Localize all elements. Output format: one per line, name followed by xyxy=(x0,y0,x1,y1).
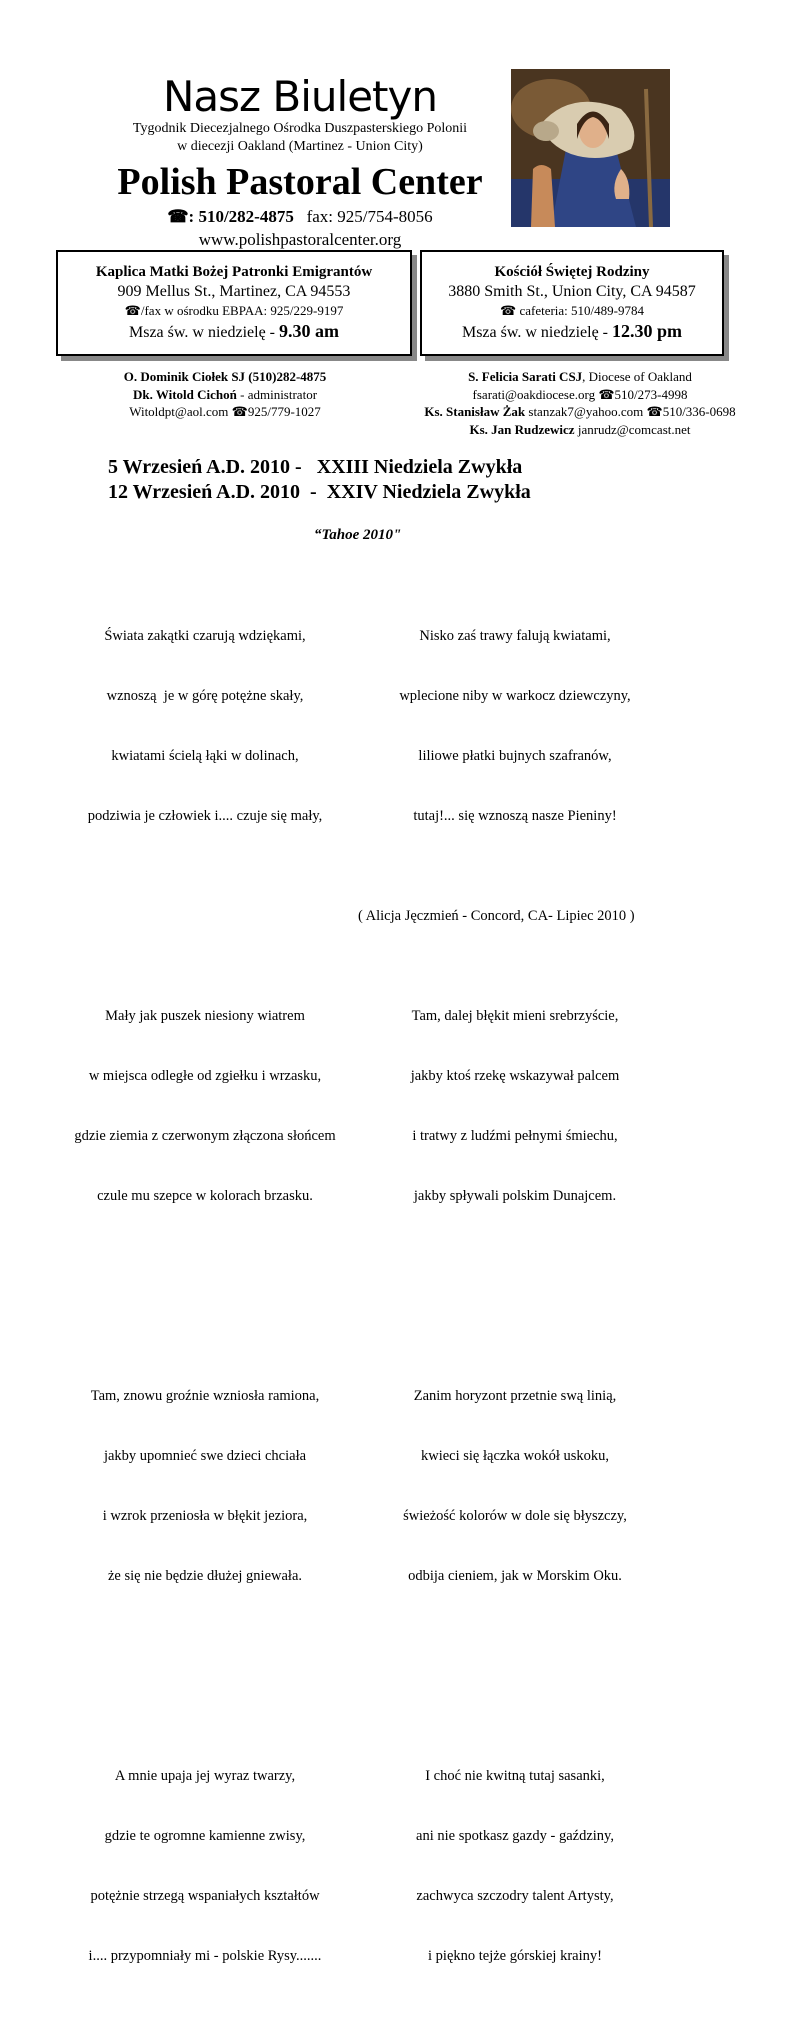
poem-signature: ( Alicja Jęczmień - Concord, CA- Lipiec 2010 ) xyxy=(358,908,635,924)
poem-stanza: Tam, znowu groźnie wzniosła ramiona, jakby upomnieć swe dzieci chciała i wzrok przeniosła w błękit jeziora, że się nie będzie dłużej gniewała. xyxy=(90,1388,320,1584)
chapel-mass-time: Msza św. w niedzielę - 9.30 am xyxy=(128,321,340,341)
poem-left-column xyxy=(40,546,370,2026)
poem-right-column xyxy=(340,546,690,2026)
phone-icon: ☎ xyxy=(124,303,141,318)
chapel-phone: ☎/fax w ośrodku EBPAA: 925/229-9197 xyxy=(124,303,344,318)
poem-stanza: Świata zakątki czarują wdziękami, wznoszą je w górę potężne skały, kwiatami ścielą łąki w dolinach, podziwia je człowiek i.... czuje się mały, xyxy=(87,628,323,824)
poem-title: “Tahoe 2010" xyxy=(314,527,402,543)
poem-stanza: Tam, dalej błękit mieni srebrzyście, jakby ktoś rzekę wskazywał palcem i tratwy z ludźmi pełnymi śmiechu, jakby spływali polskim Dunajcem. xyxy=(410,1008,620,1204)
poem-stanza: Mały jak puszek niesiony wiatrem w miejsca odległe od zgiełku i wrzasku, gdzie ziemia z czerwonym złączona słońcem czule mu szepce w kolorach brzasku. xyxy=(74,1008,336,1204)
contact-line: fsarati@oakdiocese.org ☎510/273-4998 xyxy=(472,386,688,402)
bulletin-title: Nasz Biuletyn xyxy=(163,72,437,121)
contact-line: Witoldpt@aol.com ☎925/779-1027 xyxy=(129,404,321,419)
good-shepherd-painting xyxy=(511,69,670,227)
contacts-left xyxy=(60,368,390,421)
chapel-address: 909 Mellus St., Martinez, CA 94553 xyxy=(117,283,351,300)
phone-fax-line xyxy=(100,206,500,228)
contact-line: Ks. Jan Rudzewicz janrudz@comcast.net xyxy=(469,421,691,437)
church-info-box xyxy=(420,250,724,356)
liturgical-date-2: 12 Wrzesień A.D. 2010 - XXIV Niedziela Zwykła xyxy=(108,481,531,503)
poem-stanza: I choć nie kwitną tutaj sasanki, ani nie spotkasz gazdy - gaździny, zachwyca szczodry talent Artysty, i piękno tejże górskiej krainy! xyxy=(416,1768,614,1964)
fax-number: fax: 925/754-8056 xyxy=(306,207,433,226)
church-phone: ☎ cafeteria: 510/489-9784 xyxy=(500,303,644,318)
contact-line: O. Dominik Ciołek SJ (510)282-4875 xyxy=(123,369,327,384)
phone-icon: ☎ xyxy=(167,207,189,226)
website-link[interactable]: www.polishpastoralcenter.org xyxy=(198,230,402,249)
bulletin-subtitle-1: Tygodnik Diecezjalnego Ośrodka Duszpasterskiego Polonii xyxy=(132,121,468,136)
poem-stanza: Zanim horyzont przetnie swą linią, kwieci się łączka wokół uskoku, świeżość kolorów w dole się błyszczy, odbija cieniem, jak w Morskim Oku. xyxy=(403,1388,627,1584)
church-mass-time: Msza św. w niedzielę - 12.30 pm xyxy=(461,321,683,341)
contact-line: Ks. Stanisław Żak stanzak7@yahoo.com ☎510/336-0698 xyxy=(424,404,736,419)
church-name: Kościół Świętej Rodziny xyxy=(494,264,650,280)
church-address: 3880 Smith St., Union City, CA 94587 xyxy=(448,283,696,300)
bulletin-subtitle-2: w diecezji Oakland (Martinez - Union City) xyxy=(177,139,423,154)
liturgical-date-1: 5 Wrzesień A.D. 2010 - XXIII Niedziela Zwykła xyxy=(108,456,523,478)
chapel-info-box xyxy=(56,250,412,356)
phone-number: : 510/282-4875 xyxy=(188,207,294,226)
poem-stanza: Nisko zaś trawy falują kwiatami, wplecione niby w warkocz dziewczyny, liliowe płatki bujnych szafranów, tutaj!... się wznoszą nasze Pieniny! xyxy=(399,628,631,824)
contacts-right xyxy=(380,368,780,438)
contact-line: S. Felicia Sarati CSJ, Diocese of Oakland xyxy=(468,369,692,384)
chapel-name: Kaplica Matki Bożej Patronki Emigrantów xyxy=(95,264,373,280)
phone-icon: ☎ xyxy=(500,303,517,318)
contact-line: Dk. Witold Cichoń - administrator xyxy=(132,386,318,402)
poem-stanza: A mnie upaja jej wyraz twarzy, gdzie te ogromne kamienne zwisy, potężnie strzegą wspaniałych kształtów i.... przypomniały mi - polskie Rysy....... xyxy=(88,1768,322,1964)
center-name: Polish Pastoral Center xyxy=(117,161,483,203)
